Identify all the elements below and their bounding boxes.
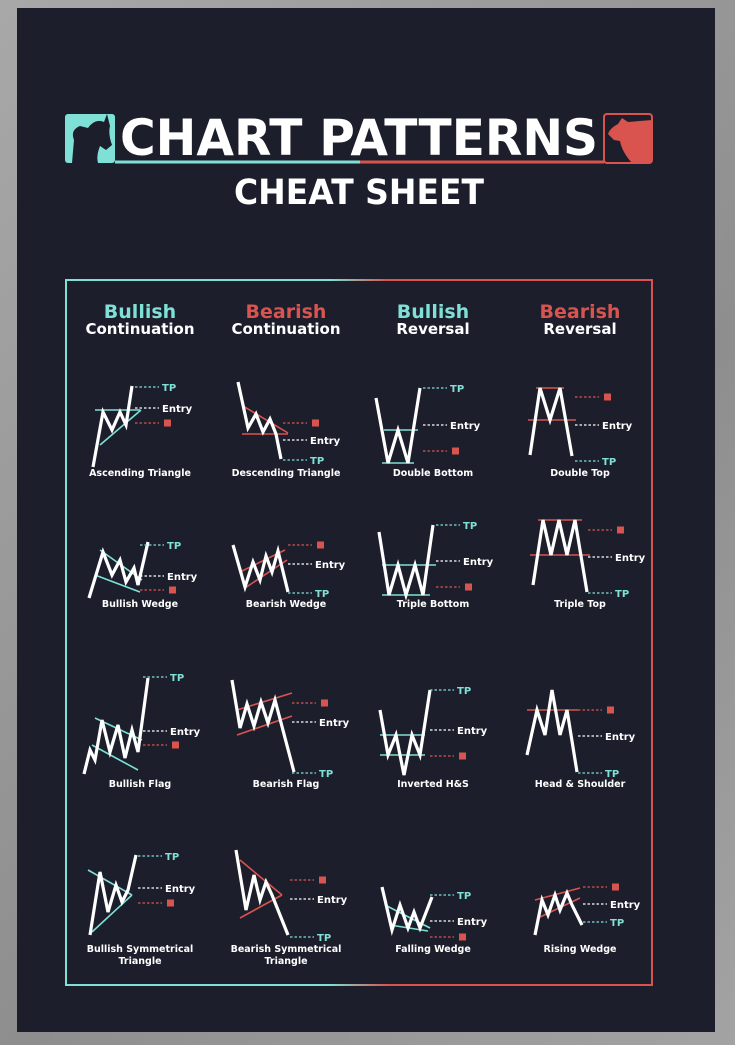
page-subtitle: CHEAT SHEET xyxy=(234,173,485,213)
pattern-name: Bullish Wedge xyxy=(101,599,179,610)
entry-label: Entry xyxy=(162,404,193,415)
tp-label: TP xyxy=(615,589,630,600)
pattern-name: Triple Top xyxy=(554,599,606,610)
pattern-name: Bearish Flag xyxy=(252,779,320,790)
tp-label: TP xyxy=(319,769,334,780)
stop-loss-marker xyxy=(164,420,171,427)
stop-loss-marker xyxy=(317,542,324,549)
column-header xyxy=(540,301,621,338)
stop-loss-marker xyxy=(319,877,326,884)
page-title: CHART PATTERNS xyxy=(120,109,598,167)
column-header xyxy=(396,301,469,338)
tp-label: TP xyxy=(605,769,620,780)
entry-label: Entry xyxy=(165,884,196,895)
column-header-type: Reversal xyxy=(396,320,470,338)
entry-label: Entry xyxy=(310,436,341,447)
entry-label: Entry xyxy=(450,421,481,432)
tp-label: TP xyxy=(170,673,185,684)
entry-label: Entry xyxy=(319,718,350,729)
bull-badge xyxy=(65,114,115,163)
pattern-name: Falling Wedge xyxy=(395,944,471,955)
stop-loss-marker xyxy=(459,753,466,760)
column-header-type: Continuation xyxy=(231,320,341,338)
stop-loss-marker xyxy=(607,707,614,714)
column-header-type: Reversal xyxy=(543,320,617,338)
pattern-name: Ascending Triangle xyxy=(89,468,191,479)
stop-loss-marker xyxy=(172,742,179,749)
stop-loss-marker xyxy=(604,394,611,401)
stop-loss-marker xyxy=(167,900,174,907)
entry-label: Entry xyxy=(457,726,488,737)
stop-loss-marker xyxy=(452,448,459,455)
pattern-name: Double Bottom xyxy=(392,468,474,479)
pattern-name: Rising Wedge xyxy=(543,944,617,955)
pattern-name: Triangle xyxy=(264,956,308,967)
pattern-name: Inverted H&S xyxy=(397,779,469,790)
tp-label: TP xyxy=(315,589,330,600)
stop-loss-marker xyxy=(612,884,619,891)
pattern-name: Double Top xyxy=(550,468,610,479)
pattern-name: Bearish Symmetrical xyxy=(230,944,342,955)
tp-label: TP xyxy=(162,383,177,394)
entry-label: Entry xyxy=(317,895,348,906)
column-header-tone: Bearish xyxy=(245,301,327,323)
pattern-name: Descending Triangle xyxy=(231,468,341,479)
tp-label: TP xyxy=(165,852,180,863)
pattern-name: Bearish Wedge xyxy=(245,599,327,610)
column-header-tone: Bearish xyxy=(539,301,621,323)
column-header-type: Continuation xyxy=(85,320,195,338)
pattern-name: Bullish Flag xyxy=(108,779,172,790)
entry-label: Entry xyxy=(605,732,636,743)
column-header-tone: Bullish xyxy=(103,301,177,323)
tp-label: TP xyxy=(463,521,478,532)
entry-label: Entry xyxy=(457,917,488,928)
pattern-name: Triple Bottom xyxy=(396,599,470,610)
stop-loss-marker xyxy=(312,420,319,427)
entry-label: Entry xyxy=(610,900,641,911)
tp-label: TP xyxy=(317,933,332,944)
tp-label: TP xyxy=(450,384,465,395)
entry-label: Entry xyxy=(602,421,633,432)
stop-loss-marker xyxy=(617,527,624,534)
column-header-tone: Bullish xyxy=(396,301,470,323)
pattern-name: Head & Shoulder xyxy=(534,779,626,790)
pattern-name: Triangle xyxy=(118,956,162,967)
entry-label: Entry xyxy=(315,560,346,571)
stop-loss-marker xyxy=(465,584,472,591)
pattern-name: Bullish Symmetrical xyxy=(86,944,194,955)
tp-label: TP xyxy=(610,918,625,929)
entry-label: Entry xyxy=(463,557,494,568)
stop-loss-marker xyxy=(169,587,176,594)
stop-loss-marker xyxy=(321,700,328,707)
tp-label: TP xyxy=(310,456,325,467)
tp-label: TP xyxy=(167,541,182,552)
entry-label: Entry xyxy=(167,572,198,583)
entry-label: Entry xyxy=(615,553,646,564)
column-header xyxy=(231,301,340,338)
stop-loss-marker xyxy=(459,934,466,941)
tp-label: TP xyxy=(457,891,472,902)
tp-label: TP xyxy=(457,686,472,697)
tp-label: TP xyxy=(602,457,617,468)
entry-label: Entry xyxy=(170,727,201,738)
